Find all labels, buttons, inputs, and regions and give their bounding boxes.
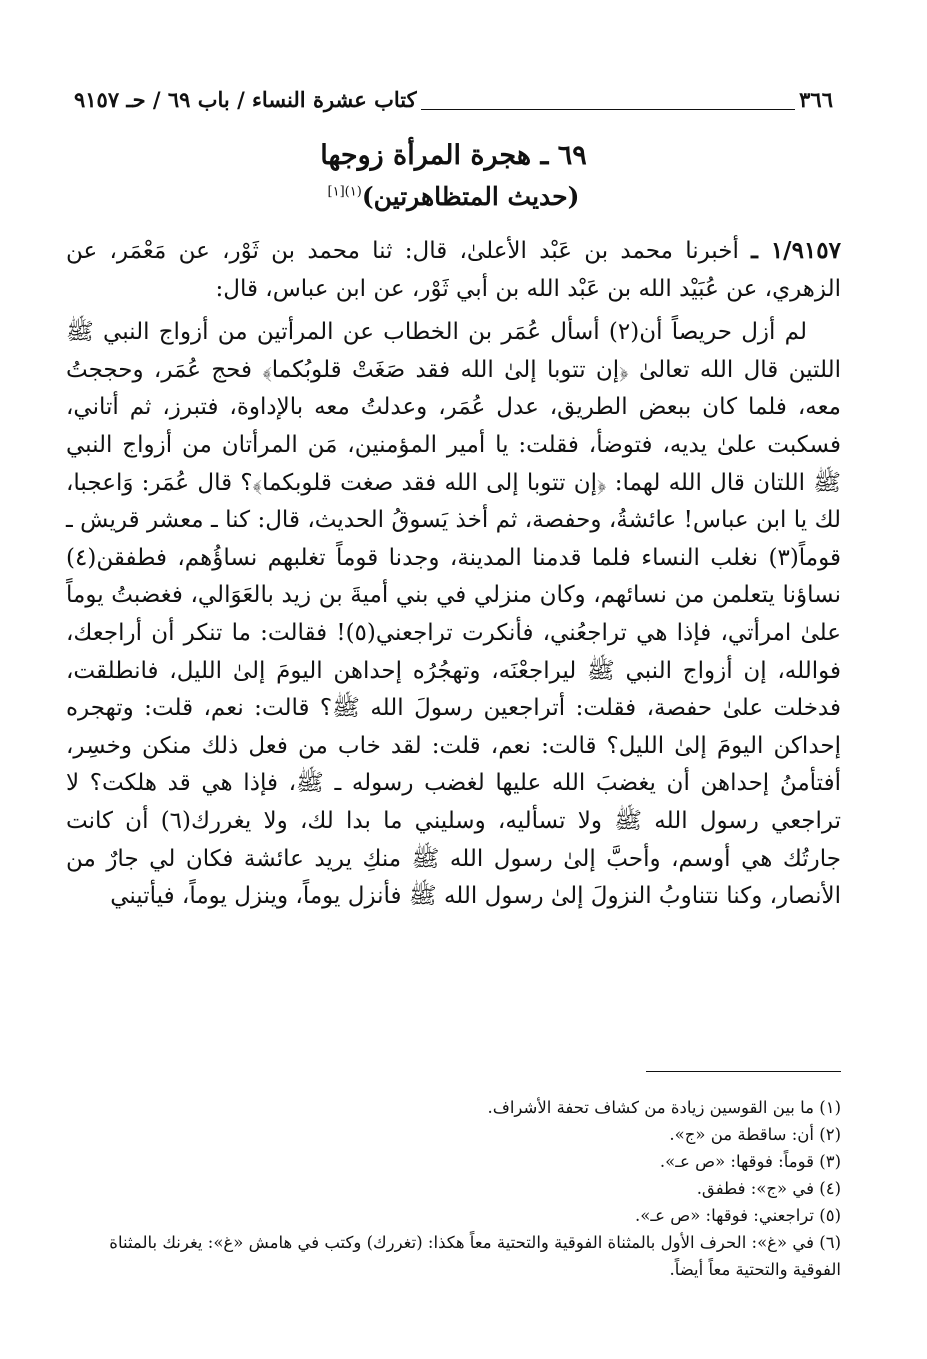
chapter-title: ٦٩ ـ هجرة المرأة زوجها bbox=[320, 140, 587, 171]
hadith-text: لم أزل حريصاً أن(٢) أسأل عُمَر بن الخطاب عن المرأتين من أزواج النبي ﷺ اللتين قال الله تعالىٰ ﴿إن تتوبا إلىٰ الله فقد صَغَتْ قلوبُكما﴾ فحج عُمَر، وحججتُ معه، فلما كان ببعض الطريق، عدل عُمَر، وعدلتُ معه بالإداوة، فتبرز، ثم أتاني، فسكبت علىٰ يديه، فتوضأ، فقلت: يا أمير المؤمنين، مَن المرأتان من أزواج النبي ﷺ اللتان قال الله لهما: ﴿إن تتوبا إلى الله فقد صغت قلوبكما﴾؟ قال عُمَر: وَاعجبا، لك يا ابن عباس! عائشةُ، وحفصة، ثم أخذ يَسوقُ الحديث، قال: كنا ـ معشر قريش ـ قوماً(٣) نغلب النساء فلما قدمنا المدينة، وجدنا قوماً تغلبهم نساؤُهم، فطفقن(٤) نساؤنا يتعلمن من نسائهم، وكان منزلي في بني أميةَ بن زيد بالعَوَالي، فغضبتُ يوماً علىٰ امرأتي، فإذا هي تراجعُني، فأنكرت تراجعني(٥)! فقالت: ما تنكر أن أراجعك، فوالله، إن أزواج النبي ﷺ ليراجعْنَه، وتهجُرُه إحداهن اليومَ إلىٰ الليل، فانطلقت، فدخلت علىٰ حفصة، فقلت: أتراجعين رسولَ الله ﷺ؟ قالت: نعم، قلت: وتهجره إحداكن اليومَ إلىٰ الليل؟ قالت: نعم، قلت: لقد خاب من فعل ذلك منكن وخسِر، أفتأمنُ إحداهن أن يغضبَ الله عليها لغضب رسوله ـ ﷺ، فإذا هي قد هلكت؟ لا تراجعي رسول الله ﷺ ولا تسأليه، وسليني ما بدا لك، ولا يغررك(٦) أن كانت جارتُك هي أوسم، وأحبَّ إلىٰ رسول الله ﷺ منكِ يريد عائشة فكان لي جارٌ من الأنصار، وكنا نتناوبُ النزولَ إلىٰ رسول الله ﷺ فأنزل يوماً، وينزل يوماً، فيأتيني bbox=[66, 319, 841, 910]
page-number: ٣٦٦ bbox=[795, 87, 837, 112]
footnote-5: (٥) تراجعني: فوقها: «ص عـ». bbox=[634, 1206, 841, 1225]
chapter-subtitle-text: (حديث المتظاهرتين) bbox=[361, 182, 580, 211]
running-header bbox=[70, 78, 837, 112]
chapter-subtitle bbox=[70, 182, 837, 211]
footnote-3: (٣) قوماً: فوقها: «ص عـ». bbox=[659, 1152, 841, 1171]
footnote-6: (٦) في «غ»: الحرف الأول بالمثناة الفوقية والتحتية معاً هكذا: (تغررك) وكتب في هامش «غ»: يغرنك بالمثناة الفوقية والتحتية معاً أيضاً. bbox=[109, 1233, 841, 1279]
footnote-4: (٤) في «ج»: فطفق. bbox=[696, 1179, 841, 1198]
chapter-subtitle-note: (١)[١] bbox=[327, 184, 362, 200]
hadith-body bbox=[66, 232, 841, 916]
hadith-number: ١/٩١٥٧ ـ bbox=[751, 237, 841, 264]
footnote-rule bbox=[646, 1071, 841, 1072]
footnote-1: (١) ما بين القوسين زيادة من كشاف تحفة الأشراف. bbox=[487, 1098, 841, 1117]
running-title: كتاب عشرة النساء / باب ٦٩ / حـ ٩١٥٧ bbox=[70, 87, 421, 112]
footnotes bbox=[66, 1094, 841, 1283]
hadith-isnad bbox=[66, 232, 841, 308]
footnote-2: (٢) أن: ساقطة من «ج». bbox=[669, 1125, 841, 1144]
isnad-text: أخبرنا محمد بن عَبْد الأعلىٰ، قال: ثنا محمد بن ثَوْر، عن مَعْمَر، عن الزهري، عن عُبَيْد الله بن عَبْد الله بن أبي ثَوْر، عن ابن عباس، قال: bbox=[66, 238, 841, 302]
